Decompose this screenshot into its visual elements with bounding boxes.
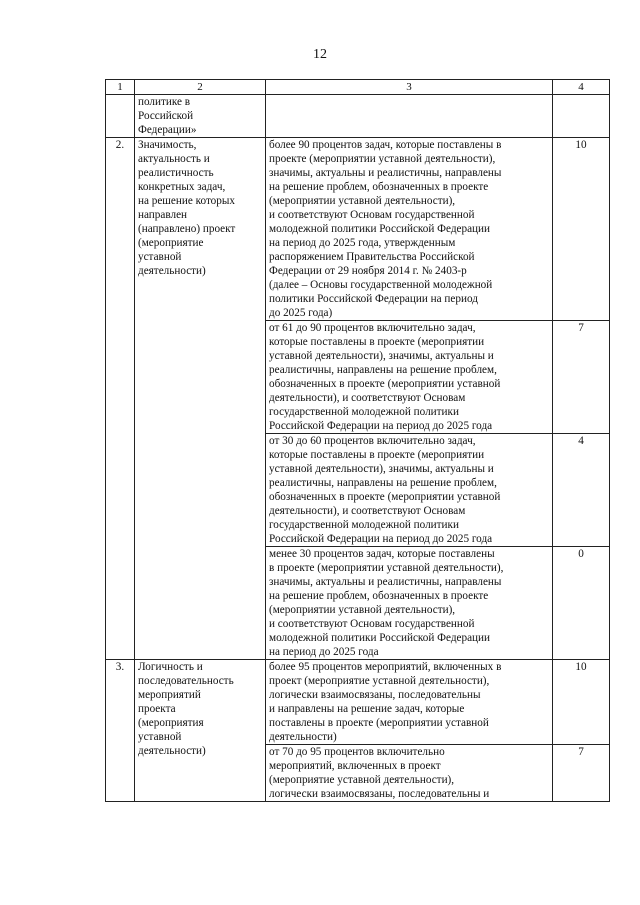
- level-description-line: и направлены на решение задач, которые: [269, 703, 465, 715]
- criterion-line: Логичность и: [138, 661, 203, 673]
- score-value: 0: [553, 547, 610, 660]
- criterion-line: проекта: [138, 703, 176, 715]
- level-description-line: политики Российской Федерации на период: [269, 293, 478, 305]
- column-number-3: 3: [266, 80, 553, 95]
- level-description-line: государственной молодежной политики: [269, 519, 459, 531]
- criterion-line: мероприятий: [138, 689, 201, 701]
- level-description-line: от 61 до 90 процентов включительно задач,: [269, 322, 476, 334]
- level-description-line: деятельности), и соответствуют Основам: [269, 505, 466, 517]
- criterion-line: деятельности): [138, 745, 206, 757]
- criterion-line: (мероприятия: [138, 717, 204, 729]
- page-number: 12: [313, 47, 327, 62]
- level-description-line: реалистичны, направлены на решение проблем,: [269, 477, 497, 489]
- level-description-line: распоряжением Правительства Российской: [269, 251, 475, 263]
- score-value: 7: [553, 745, 610, 802]
- level-description-line: (далее – Основы государственной молодежной: [269, 279, 493, 291]
- level-description-line: обозначенных в проекте (мероприятии уставной: [269, 491, 501, 503]
- level-description-line: значимы, актуальны и реалистичны, направлены: [269, 576, 502, 588]
- level-description-line: реалистичны, направлены на решение проблем,: [269, 364, 497, 376]
- score-value: 4: [553, 434, 610, 547]
- criterion-line: политике в: [138, 96, 191, 108]
- level-description-line: логически взаимосвязаны, последовательны и: [269, 788, 490, 800]
- continuation-criterion-cell: [135, 95, 266, 138]
- level-description-line: уставной деятельности), значимы, актуальны и: [269, 463, 494, 475]
- criterion-line: уставной: [138, 731, 182, 743]
- criterion-number: 3.: [106, 660, 135, 802]
- level-description-line: Российской Федерации на период до 2025 года: [269, 533, 493, 545]
- level-description-line: и соответствуют Основам государственной: [269, 618, 475, 630]
- level-description-line: Российской Федерации на период до 2025 года: [269, 420, 493, 432]
- level-description-line: которые поставлены в проекте (мероприятии: [269, 336, 485, 348]
- score-value: 10: [553, 138, 610, 321]
- level-description-line: на период до 2025 года: [269, 646, 379, 658]
- level-description-line: поставлены в проекте (мероприятии уставной: [269, 717, 489, 729]
- level-description-cell: [266, 660, 553, 745]
- continuation-score-cell: [553, 95, 610, 138]
- level-description-line: деятельности): [269, 731, 337, 743]
- level-description-cell: [266, 138, 553, 321]
- level-description-line: молодежной политики Российской Федерации: [269, 223, 490, 235]
- level-description-line: до 2025 года): [269, 307, 333, 319]
- level-description-cell: [266, 321, 553, 434]
- level-description-line: (мероприятии уставной деятельности),: [269, 604, 456, 616]
- criterion-name-cell: [135, 138, 266, 660]
- level-description-line: на период до 2025 года, утвержденным: [269, 237, 456, 249]
- level-description-line: государственной молодежной политики: [269, 406, 459, 418]
- level-description-line: на решение проблем, обозначенных в проекте: [269, 590, 489, 602]
- continuation-number-cell: [106, 95, 135, 138]
- continuation-description-cell: [266, 95, 553, 138]
- level-description-line: и соответствуют Основам государственной: [269, 209, 475, 221]
- criterion-line: уставной: [138, 251, 182, 263]
- criterion-line: конкретных задач,: [138, 181, 226, 193]
- level-description-line: логически взаимосвязаны, последовательны: [269, 689, 481, 701]
- criterion-line: (мероприятие: [138, 237, 204, 249]
- column-number-1: 1: [106, 80, 135, 95]
- level-description-line: проект (мероприятие уставной деятельности),: [269, 675, 490, 687]
- level-description-cell: [266, 434, 553, 547]
- level-description-line: деятельности), и соответствуют Основам: [269, 392, 466, 404]
- level-description-line: мероприятий, включенных в проект: [269, 760, 441, 772]
- criteria-table-body: [106, 80, 610, 802]
- level-description-cell: [266, 745, 553, 802]
- criterion-line: последовательность: [138, 675, 234, 687]
- level-description-line: обозначенных в проекте (мероприятии уставной: [269, 378, 501, 390]
- criterion-name-cell: [135, 660, 266, 802]
- level-description-line: более 90 процентов задач, которые поставлены в: [269, 139, 502, 151]
- criterion-level-row: [106, 660, 610, 745]
- level-description-line: которые поставлены в проекте (мероприятии: [269, 449, 485, 461]
- criterion-line: на решение которых: [138, 195, 235, 207]
- criteria-table: [105, 79, 610, 802]
- criterion-line: реалистичность: [138, 167, 214, 179]
- level-description-line: более 95 процентов мероприятий, включенных в: [269, 661, 502, 673]
- column-numbers-row: [106, 80, 610, 95]
- score-value: 10: [553, 660, 610, 745]
- criterion-level-row: [106, 138, 610, 321]
- criterion-line: направлен: [138, 209, 188, 221]
- level-description-line: уставной деятельности), значимы, актуальны и: [269, 350, 494, 362]
- level-description-line: (мероприятие уставной деятельности),: [269, 774, 455, 786]
- criterion-line: Значимость,: [138, 139, 197, 151]
- criterion-line: деятельности): [138, 265, 206, 277]
- criterion-line: Российской: [138, 110, 194, 122]
- criterion-number: 2.: [106, 138, 135, 660]
- level-description-line: от 30 до 60 процентов включительно задач,: [269, 435, 476, 447]
- level-description-line: менее 30 процентов задач, которые поставлены: [269, 548, 495, 560]
- level-description-line: Федерации от 29 ноября 2014 г. № 2403-р: [269, 265, 467, 277]
- level-description-line: на решение проблем, обозначенных в проекте: [269, 181, 489, 193]
- continuation-row: [106, 95, 610, 138]
- criterion-line: актуальность и: [138, 153, 210, 165]
- level-description-line: (мероприятии уставной деятельности),: [269, 195, 456, 207]
- criterion-line: (направлено) проект: [138, 223, 236, 235]
- level-description-line: от 70 до 95 процентов включительно: [269, 746, 445, 758]
- level-description-cell: [266, 547, 553, 660]
- criterion-line: Федерации»: [138, 124, 197, 136]
- score-value: 7: [553, 321, 610, 434]
- column-number-2: 2: [135, 80, 266, 95]
- level-description-line: молодежной политики Российской Федерации: [269, 632, 490, 644]
- level-description-line: проекте (мероприятии уставной деятельности),: [269, 153, 496, 165]
- level-description-line: в проекте (мероприятии уставной деятельности),: [269, 562, 504, 574]
- column-number-4: 4: [553, 80, 610, 95]
- level-description-line: значимы, актуальны и реалистичны, направлены: [269, 167, 502, 179]
